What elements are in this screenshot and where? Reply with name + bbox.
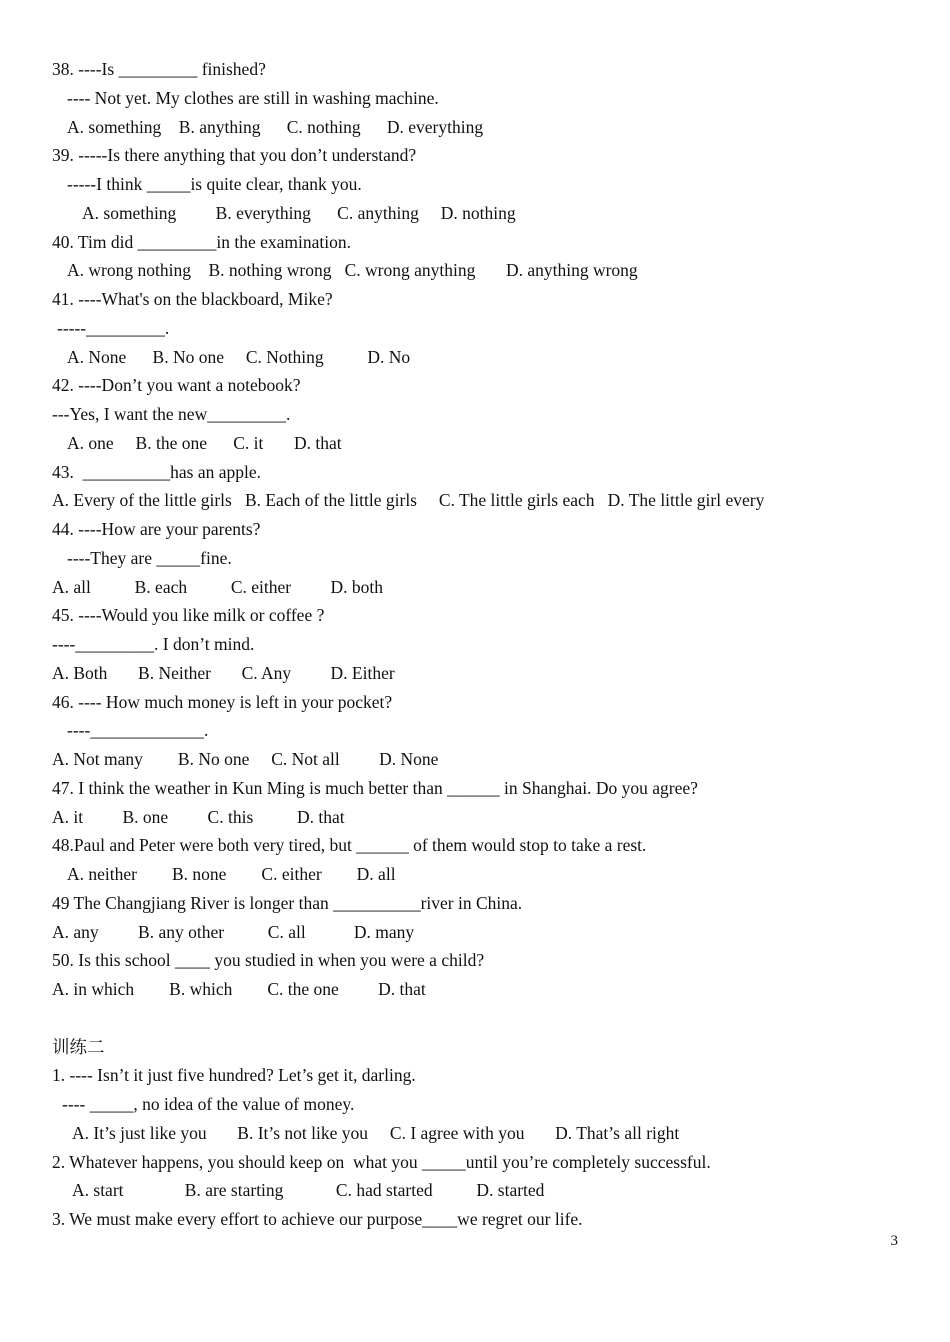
text-line: 46. ---- How much money is left in your pocket?	[52, 691, 393, 712]
text-line: ----They are _____fine.	[67, 547, 232, 568]
text-line: 48.Paul and Peter were both very tired, but ______ of them would stop to take a rest.	[52, 835, 647, 856]
text-line: A. any B. any other C. all D. many	[52, 921, 415, 942]
text-line: A. all B. each C. either D. both	[52, 576, 383, 597]
text-line: 38. ----Is _________ finished?	[52, 59, 266, 79]
text-line: 47. I think the weather in Kun Ming is much better than ______ in Shanghai. Do you agree?	[52, 777, 698, 798]
text-line: 44. ----How are your parents?	[52, 519, 261, 539]
text-line: 40. Tim did _________in the examination.	[52, 231, 351, 252]
text-line: A. Not many B. No one C. Not all D. None	[52, 749, 439, 769]
text-line: ----_________. I don’t mind.	[52, 634, 255, 654]
text-line: A. start B. are starting C. had started D. started	[72, 1180, 545, 1201]
text-line: A. one B. the one C. it D. that	[67, 432, 342, 453]
text-line: A. neither B. none C. either D. all	[67, 864, 396, 884]
text-line: ---- _____, no idea of the value of money.	[62, 1094, 355, 1114]
text-line: 1. ---- Isn’t it just five hundred? Let’s get it, darling.	[52, 1065, 416, 1086]
text-line: ---Yes, I want the new_________.	[52, 404, 291, 424]
text-line: ----_____________.	[67, 720, 209, 741]
text-line: 训练二	[52, 1036, 105, 1057]
text-line: A. something B. anything C. nothing D. everything	[67, 116, 484, 137]
text-line: A. It’s just like you B. It’s not like you C. I agree with you D. That’s all right	[72, 1122, 680, 1143]
document-body	[0, 55, 950, 1234]
text-line: A. Both B. Neither C. Any D. Either	[52, 662, 395, 683]
text-line: A. wrong nothing B. nothing wrong C. wrong anything D. anything wrong	[67, 260, 638, 281]
text-line: -----_________.	[57, 317, 170, 338]
text-line: 42. ----Don’t you want a notebook?	[52, 375, 301, 396]
text-line	[0, 1004, 950, 1033]
text-line: A. Every of the little girls B. Each of the little girls C. The little girls each D. The little girl every	[52, 490, 765, 511]
text-line: ---- Not yet. My clothes are still in washing machine.	[67, 87, 439, 108]
text-line: 45. ----Would you like milk or coffee ?	[52, 605, 325, 626]
text-line: 49 The Changjiang River is longer than __________river in China.	[52, 892, 523, 913]
text-line: 50. Is this school ____ you studied in when you were a child?	[52, 950, 485, 971]
text-line: A. something B. everything C. anything D. nothing	[82, 202, 516, 223]
text-line: 2. Whatever happens, you should keep on what you _____until you’re completely successful.	[52, 1151, 711, 1172]
text-line: -----I think _____is quite clear, thank you.	[67, 174, 362, 194]
text-line: 41. ----What's on the blackboard, Mike?	[52, 289, 333, 309]
text-line: 39. -----Is there anything that you don’t understand?	[52, 145, 417, 166]
text-line: A. in which B. which C. the one D. that	[52, 979, 426, 999]
text-line: A. None B. No one C. Nothing D. No	[67, 346, 411, 367]
text-line: A. it B. one C. this D. that	[52, 806, 345, 827]
page-number: 3	[890, 1233, 898, 1249]
text-line: 3. We must make every effort to achieve our purpose____we regret our life.	[52, 1209, 583, 1229]
text-line: 43. __________has an apple.	[52, 461, 261, 482]
